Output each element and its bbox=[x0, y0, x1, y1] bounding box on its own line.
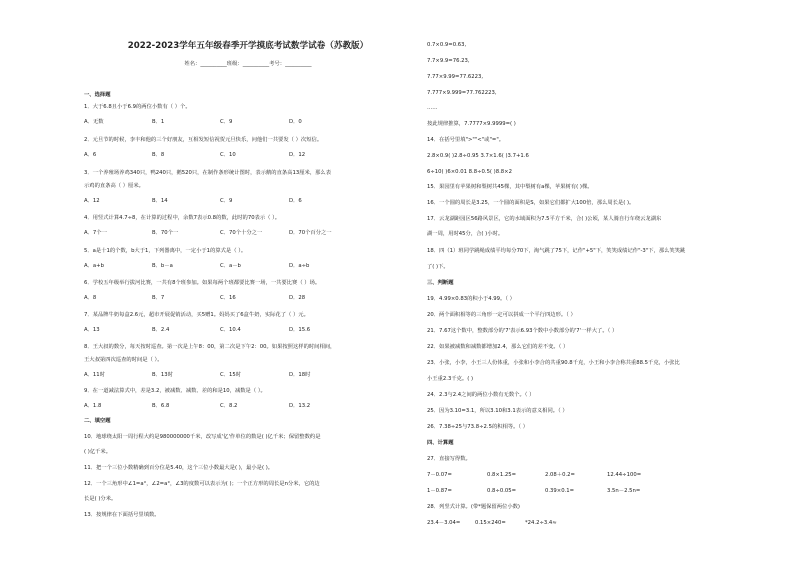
option: B．13时 bbox=[152, 372, 173, 378]
calc-item: 0.8×1.25= bbox=[487, 472, 517, 478]
option: C．70个十分之一 bbox=[220, 230, 263, 236]
option: D．13.2 bbox=[289, 403, 311, 409]
question-22: 22．如果被减数和减数都增加2.4，那么它们的差不变。（ ） bbox=[427, 344, 569, 350]
option: A．无数 bbox=[84, 119, 104, 125]
calc-item: 7－0.07= bbox=[427, 472, 452, 478]
option: B．6.8 bbox=[152, 403, 170, 409]
option: D．15.6 bbox=[289, 327, 311, 333]
question-14-row2: 6÷10( )6×0.01 8.8÷0.5( )8.8×2 bbox=[427, 169, 512, 175]
option: A．a+b bbox=[84, 263, 104, 269]
question-14-row1: 2.8×0.9( )2.8÷0.95 3.7×1.6( )3.7+1.6 bbox=[427, 153, 529, 159]
option: A．11时 bbox=[84, 372, 105, 378]
option: A．13 bbox=[84, 327, 100, 333]
question-15: 15．果园里有苹果树和梨树共45棵，其中梨树有a棵，苹果树有( )棵。 bbox=[427, 184, 593, 190]
option: D．18时 bbox=[289, 372, 311, 378]
option: C．15时 bbox=[220, 372, 242, 378]
calc-item: 0.15×240= bbox=[475, 520, 506, 526]
question-14: 14．在括号里填">""<"或"="。 bbox=[427, 137, 505, 143]
option: B．14 bbox=[152, 198, 168, 204]
student-info: 姓名：__________班级：__________考号：__________ bbox=[184, 61, 312, 67]
pattern-line-2: 7.7×9.9=76.23, bbox=[427, 58, 470, 64]
section-fill-title: 二、填空题 bbox=[84, 418, 111, 424]
section-choice-title: 一、选择题 bbox=[84, 92, 111, 98]
question-24: 24．2.3与2.4之间的两位小数有无数个。（ ） bbox=[427, 392, 535, 398]
option: C．16 bbox=[220, 295, 236, 301]
exam-title: 2022-2023学年五年级春季开学摸底考试数学试卷（苏教版） bbox=[127, 41, 369, 51]
question-8-line2: 王大叔第四次巡查的时间是（ ）。 bbox=[84, 357, 163, 363]
option: D．70个百分之一 bbox=[289, 230, 332, 236]
option: D．6 bbox=[289, 198, 302, 204]
option: B．2.4 bbox=[152, 327, 170, 333]
option: A．8 bbox=[84, 295, 97, 301]
calc-item: 3.5n－2.5n= bbox=[607, 488, 641, 494]
option: C．9 bbox=[220, 198, 233, 204]
pattern-line-1: 0.7×0.9=0.63, bbox=[427, 42, 467, 48]
question-26: 26．7.38÷25与73.8÷2.5的积相等。（ ） bbox=[427, 424, 529, 430]
question-28: 28．列竖式计算。(带*题保留两位小数) bbox=[427, 504, 520, 510]
question-10-line1: 10．地球绕太阳一周行程大约是980000000千米，改写成'亿'作单位的数是( )亿千米；保留整数约是 bbox=[84, 434, 321, 440]
question-7: 7．某品牌牛奶每盒2.6元，超市开展促销活动，买5赠1。妈妈买了6盒牛奶，实际花了（ ）元。 bbox=[84, 312, 309, 318]
option: C．8.2 bbox=[220, 403, 238, 409]
pattern-line-3: 7.77×9.99=77.6223, bbox=[427, 74, 484, 80]
calc-item: 1－0.87= bbox=[427, 488, 452, 494]
question-4: 4．用竖式计算4.7÷8，在计算的过程中，余数7表示0.8的数，此时的70表示（ ）。 bbox=[84, 215, 281, 221]
question-21: 21．7.67这个数中，整数部分的'7'表示6.93个数中小数部分的'7'一样大了。（ ） bbox=[427, 328, 618, 334]
calc-item: 12.44÷100= bbox=[607, 472, 642, 478]
question-19: 19．4.99×0.83的积小于4.99。（ ） bbox=[427, 296, 515, 302]
question-16: 16．一个圆的周长是3.25，一个圆的面积是S，如果它们都扩大100倍，那么周长是( )。 bbox=[427, 200, 635, 206]
pattern-ellipsis: …… bbox=[427, 105, 438, 111]
section-judge-title: 三、判断题 bbox=[427, 280, 454, 286]
option: C．10 bbox=[220, 152, 236, 158]
option: B．1 bbox=[152, 119, 165, 125]
question-12-line2: 长是( )分米。 bbox=[84, 496, 117, 502]
option: C．9 bbox=[220, 119, 233, 125]
question-23-line1: 23．小张，小李，小王三人份体重，小张和小李合的共重90.8千克，小王和小李合称共重88.5千克，小张比 bbox=[427, 360, 680, 366]
calc-item: 0.8÷0.05= bbox=[487, 488, 517, 494]
option: D．a÷b bbox=[289, 263, 310, 269]
question-23-line2: 小王重2.3千克。( ) bbox=[427, 376, 474, 382]
question-9: 9．在一道减法算式中，差是3.2，被减数、减数、差的和是10，减数是（ ）。 bbox=[84, 388, 266, 394]
question-20: 20．两个面积相等的三角形一定可以拼成一个平行四边形。（ ） bbox=[427, 312, 576, 318]
question-17-line1: 17．云龙湖距园区56路风景区，它的水域面积为7.5平方千米，合( )公顷，某人骑自行车绕云龙湖东 bbox=[427, 216, 662, 222]
question-6: 6．学校五年级举行拔河比赛，一共有8个班参加。如果每两个班都要比赛一场，一共要比赛（ ）场。 bbox=[84, 280, 321, 286]
option: B．b－a bbox=[152, 263, 173, 269]
option: D．0 bbox=[289, 119, 302, 125]
calc-item: 23.4－3.04= bbox=[427, 520, 461, 526]
option: B．70个一 bbox=[152, 230, 179, 236]
option: A．1.8 bbox=[84, 403, 102, 409]
question-1: 1．大于6.8且小于6.9的两位小数有（ ）个。 bbox=[84, 104, 191, 110]
question-2: 2．元旦节的时候，李丰和他的三个好朋友，互相发短信祝贺元旦快乐，问他们一共要发（ ）次短信。 bbox=[84, 137, 323, 143]
option: B．7 bbox=[152, 295, 165, 301]
option: A．7个一 bbox=[84, 230, 107, 236]
section-calc-title: 四、计算题 bbox=[427, 440, 454, 446]
option: D．28 bbox=[289, 295, 306, 301]
question-11: 11．把一个三位小数精确到百分位是5.40，这个三位小数最大是( )，最小是( )。 bbox=[84, 465, 274, 471]
question-18-line1: 18．四（1）班同学跳绳成绩平均每分70下，淘气跳了75下，记作"+5"下，笑笑成绩记作"-3"下，那么笑笑跳 bbox=[427, 248, 686, 254]
question-13: 13．按规律在下面括号里填数。 bbox=[84, 512, 160, 518]
calc-item: 0.39×0.1= bbox=[545, 488, 575, 494]
option: A．6 bbox=[84, 152, 97, 158]
question-18-line2: 了( )下。 bbox=[427, 264, 449, 270]
question-8-line1: 8．王大叔的数分，每天按时巡查。第一次是上午8：00，第二次是下午2：00。如果按照这样的时间相间， bbox=[84, 344, 336, 350]
question-17-line2: 湖一周，用时45分，合( )小时。 bbox=[427, 231, 504, 237]
question-25: 25．因为3.10=3.1，所以3.10和3.1表示的意义相同。（ ） bbox=[427, 408, 568, 414]
question-3-line2: 示鸡的直条高（ ）厘米。 bbox=[84, 183, 144, 189]
question-3-line1: 3．一个养殖场养鸡340只，鸭240只，鹅520只，在制作条形统计图时，表示鹅的直条高13厘米，那么表 bbox=[84, 170, 332, 176]
calc-item: 2.08＋0.2= bbox=[545, 472, 575, 478]
question-12-line1: 12．一个三角形中∠1=a°，∠2=a°，∠3的度数可以表示为( )；一个正方形的周长是n分米，它的边 bbox=[84, 481, 320, 487]
option: B．8 bbox=[152, 152, 165, 158]
option: C．10.4 bbox=[220, 327, 241, 333]
option: D．12 bbox=[289, 152, 306, 158]
question-10-line2: ( )亿千米。 bbox=[84, 449, 112, 455]
pattern-question: 按此规律推算，7.7777×9.9999=( ) bbox=[427, 121, 516, 127]
question-5: 5．a是十1的个数，b大于1，下列器离中，一定小于1的算式是（ ）。 bbox=[84, 248, 247, 254]
option: C．a－b bbox=[220, 263, 241, 269]
question-27: 27．直接写得数。 bbox=[427, 456, 471, 462]
option: A．12 bbox=[84, 198, 100, 204]
calc-item: *24.2÷3.4≈ bbox=[525, 520, 557, 526]
pattern-line-4: 7.777×9.999=77.762223, bbox=[427, 90, 497, 96]
